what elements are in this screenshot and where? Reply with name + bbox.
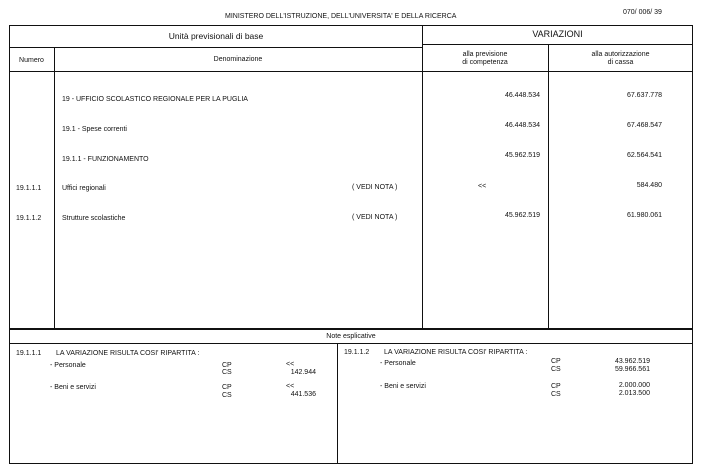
note-right-item-2-cs: 2.013.500 [618,390,650,397]
note-left-heading: LA VARIAZIONE RISULTA COSI' RIPARTITA : [56,350,200,357]
divider-cassa [548,45,549,329]
variazioni-title-text: VARIAZIONI [532,29,583,39]
row-4-cassa: 584.480 [636,182,662,189]
unita-title-text: Unità previsionali di base [168,31,264,41]
row-3-denominazione: 19.1.1 - FUNZIONAMENTO [62,156,149,163]
col-competenza-line2: di competenza [462,59,508,66]
divider-numero [54,48,55,329]
note-right-item-2-cp-label: CP [551,383,561,390]
ministry-title: MINISTERO DELL'ISTRUZIONE, DELL'UNIVERSITA' E DELLA RICERCA [225,13,457,20]
row-5-denominazione: Strutture scolastiche [62,215,126,222]
row-4-denominazione: Uffici regionali [62,185,106,192]
row-3-cassa: 62.564.541 [626,152,662,159]
variazioni-title [422,29,693,39]
header-bottom-line [9,71,693,72]
note-left-item-2-cs: 441.536 [290,391,316,398]
row-1-competenza: 46.448.534 [504,92,540,99]
note-left-item-1-cp: << [286,361,295,368]
note-right-item-1-cs: 59.966.561 [614,366,650,373]
row-3-competenza: 45.962.519 [504,152,540,159]
note-right-heading: LA VARIAZIONE RISULTA COSI' RIPARTITA : [384,349,528,356]
note-left-item-2-cp-label: CP [222,384,232,391]
notes-divider [337,343,338,464]
row-4-numero: 19.1.1.1 [16,185,42,192]
col-denominazione [54,56,422,63]
row-5-competenza: 45.962.519 [504,212,540,219]
row-5-nota: ( VEDI NOTA ) [352,214,398,221]
page-reference: 070/ 006/ 39 [623,9,662,16]
row-4-nota: ( VEDI NOTA ) [352,184,398,191]
note-left-item-2-cp: << [286,383,295,390]
note-left-item-1-cs-label: CS [222,369,232,376]
note-right-item-1-label: - Personale [380,360,416,367]
note-right-item-2-cs-label: CS [551,391,561,398]
note-left-code: 19.1.1.1 [16,350,42,357]
row-2-cassa: 67.468.547 [626,122,662,129]
notes-title [9,333,693,340]
col-numero [9,57,54,64]
row-2-competenza: 46.448.534 [504,122,540,129]
note-right-code: 19.1.1.2 [344,349,370,356]
note-left-item-1-label: - Personale [50,362,86,369]
header-line-right [422,44,693,45]
note-right-item-1-cp-label: CP [551,358,561,365]
row-2-denominazione: 19.1 - Spese correnti [62,126,127,133]
note-right-item-2-cp: 2.000.000 [618,382,650,389]
col-denominazione-text: Denominazione [213,56,263,63]
note-left-item-1-cp-label: CP [222,362,232,369]
notes-header-line [9,343,693,344]
col-numero-text: Numero [19,57,44,64]
row-1-cassa: 67.637.778 [626,92,662,99]
col-cassa-line2: di cassa [607,59,634,66]
note-left-item-1-cs: 142.944 [290,369,316,376]
row-1-denominazione: 19 - UFFICIO SCOLASTICO REGIONALE PER LA PUGLIA [62,96,248,103]
unita-title [9,31,423,41]
row-4-competenza: << [478,183,487,190]
note-right-item-1-cp: 43.962.519 [614,358,650,365]
header-line-left [9,47,423,48]
col-competenza-line1: alla previsione [462,51,508,58]
row-5-numero: 19.1.1.2 [16,215,42,222]
note-right-item-2-label: - Beni e servizi [380,383,426,390]
row-5-cassa: 61.980.061 [626,212,662,219]
note-left-item-2-label: - Beni e servizi [50,384,96,391]
note-right-item-1-cs-label: CS [551,366,561,373]
note-left-item-2-cs-label: CS [222,392,232,399]
col-competenza [422,51,548,67]
col-cassa-line1: alla autorizzazione [591,51,650,58]
notes-title-text: Note esplicative [326,333,376,340]
col-cassa [548,51,693,67]
